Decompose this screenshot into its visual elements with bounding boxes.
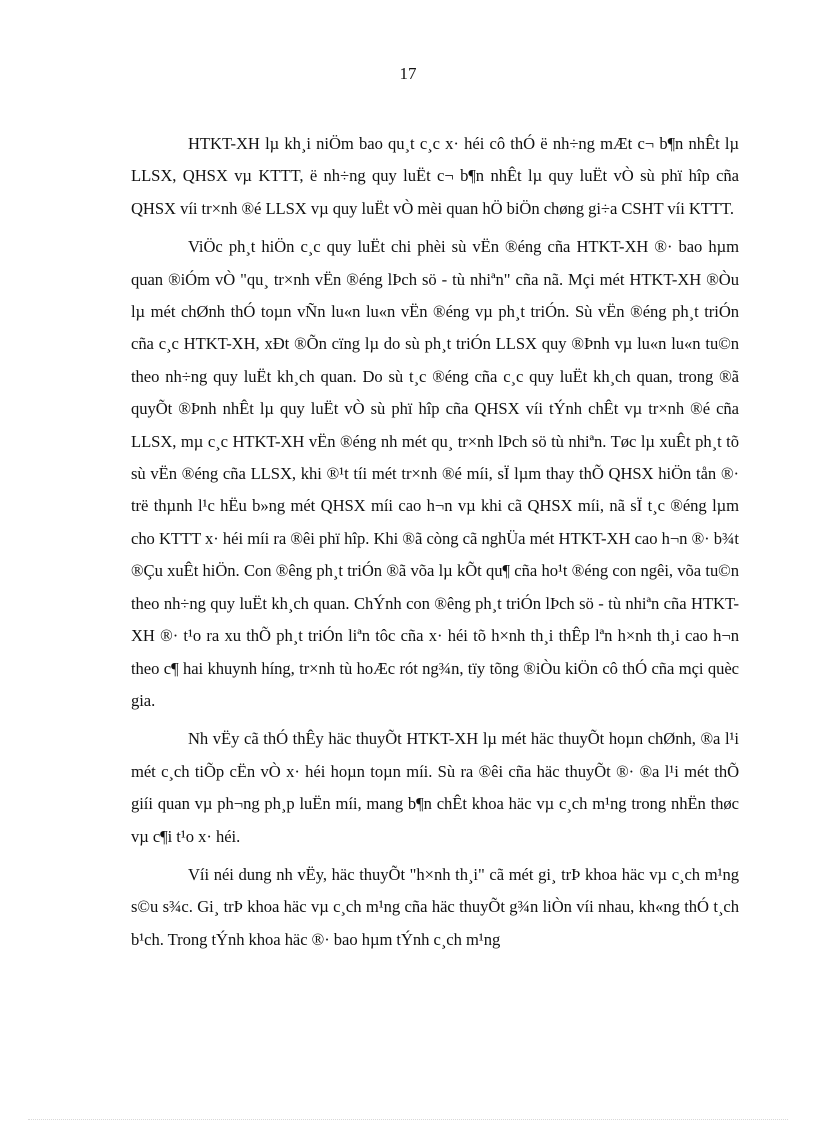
paragraph-3: Nh vËy cã thÓ thÊy häc thuyÕt HTKT-XH lµ mét häc thuyÕt hoµn chØnh, ®a l¹i mét c¸ch tiÕp cËn vÒ x· héi hoµn toµn míi. Sù ra ®êi cña häc thuyÕt ®· ®a l¹i mét thÕ giíi quan vµ ph¬ng ph¸p luËn míi, mang b¶n chÊt khoa häc vµ c¸ch m¹ng trong nhËn thøc vµ c¶i t¹o x· héi. — [131, 729, 739, 846]
paragraph-4: Víi néi dung nh vËy, häc thuyÕt "h×nh th¸i" cã mét gi¸ trÞ khoa häc vµ c¸ch m¹ng s©u s¾c. Gi¸ trÞ khoa häc vµ c¸ch m¹ng cña häc thuyÕt g¾n liÒn víi nhau, kh«ng thÓ t¸ch b¹ch. Trong tÝnh khoa häc ®· bao hµm tÝnh c¸ch m¹ng — [131, 864, 739, 949]
page-bottom-border — [28, 1119, 788, 1120]
paragraph-1: HTKT-XH lµ kh¸i niÖm bao qu¸t c¸c x· héi cô thÓ ë nh÷ng mÆt c¬ b¶n nhÊt lµ LLSX, QHSX vµ KTTT, ë nh÷ng quy luËt c¬ b¶n nhÊt lµ quy luËt vÒ sù phï hîp cña QHSX víi tr×nh ®é LLSX vµ quy luËt vÒ mèi quan hÖ biÖn chøng gi÷a CSHT víi KTTT. — [131, 134, 739, 218]
body-text — [131, 128, 739, 956]
paragraph-2: ViÖc ph¸t hiÖn c¸c quy luËt chi phèi sù vËn ®éng cña HTKT-XH ®· bao hµm quan ®iÓm vÒ "qu¸ tr×nh vËn ®éng lÞch sö - tù nhiªn" cña nã. Mçi mét HTKT-XH ®Òu lµ mét chØnh thÓ toµn vÑn lu«n lu«n vËn ®éng vµ ph¸t triÓn. Sù vËn ®éng ph¸t triÓn cña c¸c HTKT-XH, xÐt ®Õn cïng lµ do sù ph¸t triÓn LLSX quy ®Þnh vµ lu«n lu«n tu©n theo nh÷ng quy luËt kh¸ch quan. Do sù t¸c ®éng cña c¸c quy luËt kh¸ch quan, trong ®ã quyÕt ®Þnh nhÊt lµ quy luËt vÒ sù phï hîp cña QHSX víi tÝnh chÊt vµ tr×nh ®é cña LLSX, mµ c¸c HTKT-XH vËn ®éng nh mét qu¸ tr×nh lÞch sö tù nhiªn. Tøc lµ xuÊt ph¸t tõ sù vËn ®éng cña LLSX, khi ®¹t tíi mét tr×nh ®é míi, sÏ lµm thay thÕ QHSX hiÖn tån ®· trë thµnh l¹c hËu b»ng mét QHSX míi cao h¬n vµ khi cã QHSX míi, nã sÏ t¸c ®éng lµm cho KTTT x· héi míi ra ®êi phï hîp. Khi ®ã còng cã nghÜa mét HTKT-XH cao h¬n ®· b¾t ®Çu xuÊt hiÖn. Con ®êng ph¸t triÓn ®ã võa lµ kÕt qu¶ cña ho¹t ®éng con ngêi, võa tu©n theo nh÷ng quy luËt kh¸ch quan. ChÝnh con ®êng ph¸t triÓn lÞch sö - tù nhiªn cña HTKT-XH ®· t¹o ra xu thÕ ph¸t triÓn liªn tôc cña x· héi tõ h×nh th¸i thÊp lªn h×nh th¸i cao h¬n theo c¶ hai khuynh híng, tr×nh tù hoÆc rót ng¾n, tïy tõng ®iÒu kiÖn cô thÓ cña mçi quèc gia. — [131, 237, 739, 710]
page-number: 17 — [399, 64, 417, 83]
